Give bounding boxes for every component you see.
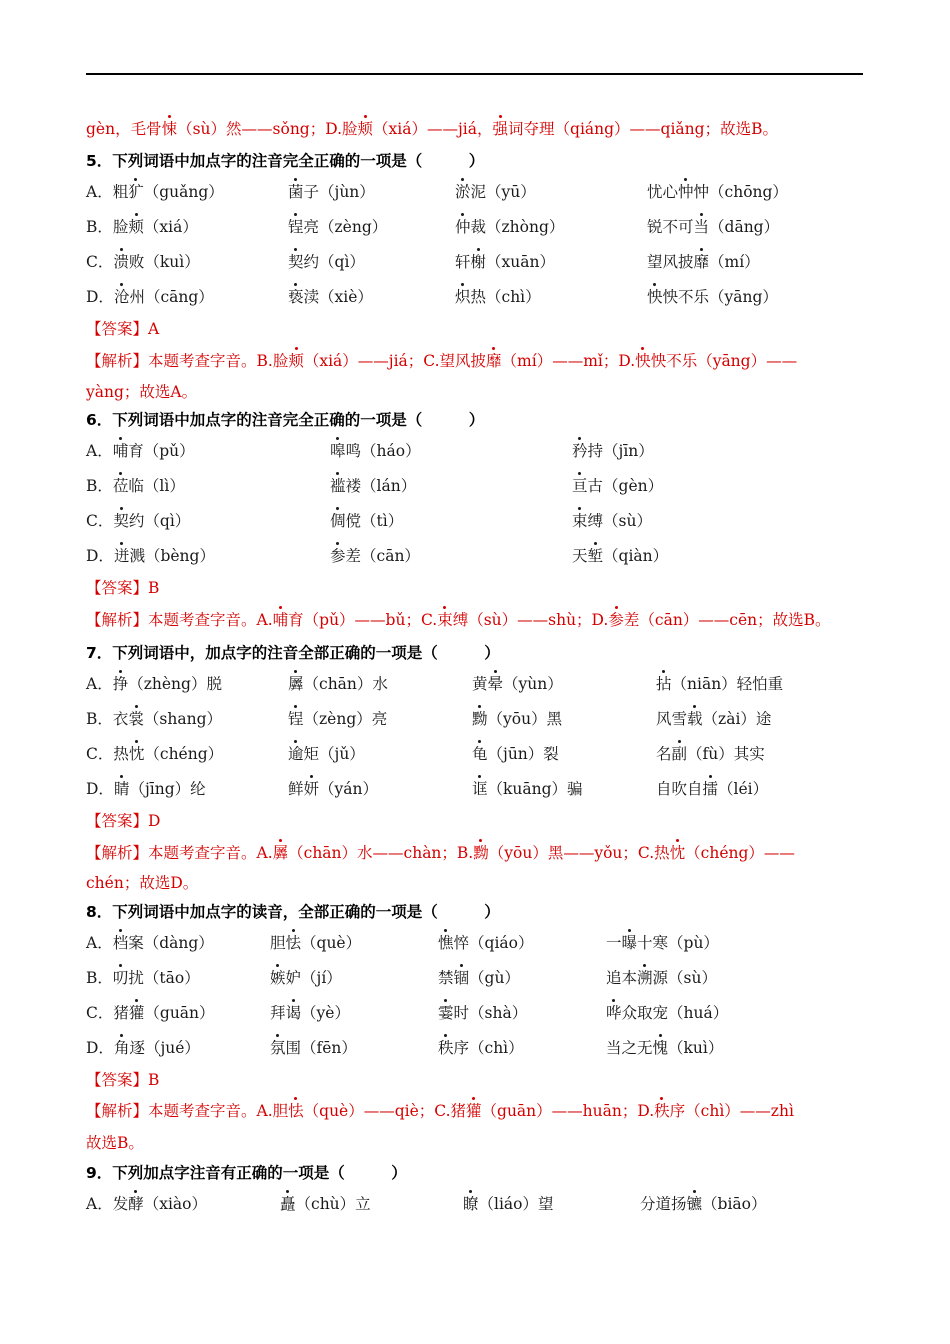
text-segment: 渎（xiè） xyxy=(303,288,373,306)
text-segment: （chéng）—— xyxy=(685,844,795,862)
option-word xyxy=(463,1193,554,1215)
emphasized-char: 迸 xyxy=(113,547,130,565)
option-word xyxy=(647,251,760,273)
option-word xyxy=(472,778,583,800)
option-word xyxy=(472,673,563,695)
emphasized-char: 榭 xyxy=(470,253,487,271)
option-word xyxy=(656,778,768,800)
emphasized-char: 犷 xyxy=(128,183,144,201)
text-segment: 轩 xyxy=(455,253,471,271)
text-segment: 案（dàng） xyxy=(128,934,214,952)
text-segment: gèn，毛骨 xyxy=(86,120,162,138)
text-segment: 【解析】本题考查字音。A. xyxy=(86,844,273,862)
option-word xyxy=(606,1037,723,1059)
text-segment: 天 xyxy=(572,547,588,565)
text-segment: 临（lì） xyxy=(128,477,185,495)
option-word xyxy=(330,475,416,497)
emphasized-char: 颊 xyxy=(357,120,374,138)
emphasized-char: 堑 xyxy=(587,547,604,565)
text-segment: 古（gèn） xyxy=(587,477,664,495)
text-segment: 【解析】本题考查字音。A. xyxy=(86,611,273,629)
text-segment: 持（jīn） xyxy=(587,442,654,460)
text-segment: 褛（lán） xyxy=(345,477,417,495)
emphasized-char: 淤 xyxy=(455,183,471,201)
text-segment: 育（pǔ）——bǔ；C. xyxy=(288,611,438,629)
text-segment: （xiào） xyxy=(143,1195,207,1213)
emphasized-char: 獾 xyxy=(128,1004,145,1022)
emphasized-char: 哗 xyxy=(606,1004,622,1022)
text-segment: D． xyxy=(86,547,114,565)
continued-explanation xyxy=(86,118,778,140)
text-segment: 子（jùn） xyxy=(303,183,375,201)
option-item-label xyxy=(86,743,223,765)
text-segment: B．衣 xyxy=(86,710,129,728)
emphasized-char: 拈 xyxy=(656,675,672,693)
text-segment: 忡（chōng） xyxy=(693,183,788,201)
emphasized-char: 菌 xyxy=(288,183,304,201)
text-segment: 锐不可 xyxy=(647,218,694,236)
emphasized-char: 羼 xyxy=(288,675,304,693)
text-segment: 逐（jué） xyxy=(129,1039,200,1057)
text-segment: 众取宠（huá） xyxy=(621,1004,729,1022)
emphasized-char: 莅 xyxy=(112,477,129,495)
explanation-line xyxy=(86,609,831,631)
answer-line: 【答案】B xyxy=(86,579,160,597)
text-segment: 州（cāng） xyxy=(129,288,214,306)
text-segment: （chù）立 xyxy=(295,1195,371,1213)
emphasized-char: 擂 xyxy=(702,780,719,798)
emphasized-char: 载 xyxy=(687,710,703,728)
option-item-label xyxy=(86,545,215,567)
option-word xyxy=(288,673,388,695)
option-item-label xyxy=(86,181,224,203)
text-segment: 亮（zèng） xyxy=(303,218,388,236)
text-segment: 胆 xyxy=(270,934,286,952)
emphasized-char: 颊 xyxy=(288,352,304,370)
explanation-line xyxy=(86,350,797,372)
text-segment: （zài）途 xyxy=(702,710,772,728)
text-segment: 风雪 xyxy=(656,710,688,728)
text-segment: 一 xyxy=(606,934,622,952)
text-segment: chén；故选D。 xyxy=(86,874,199,892)
emphasized-char: 羼 xyxy=(272,844,289,862)
emphasized-char: 憔 xyxy=(438,934,454,952)
text-segment: （qiàn） xyxy=(603,547,669,565)
emphasized-char: 裳 xyxy=(128,710,144,728)
emphasized-char: 镳 xyxy=(686,1195,703,1213)
emphasized-char: 氛 xyxy=(270,1039,286,1057)
option-word xyxy=(606,1002,728,1024)
text-segment: （guān）——huān；D. xyxy=(481,1102,655,1120)
option-item-label xyxy=(86,1193,207,1215)
text-segment: （kuì） xyxy=(668,1039,724,1057)
emphasized-char: 忡 xyxy=(678,183,694,201)
option-word xyxy=(270,1037,357,1059)
question-stem: 6．下列词语中加点字的注音完全正确的一项是（ ） xyxy=(86,411,485,429)
text-segment: （léi） xyxy=(718,780,769,798)
emphasized-char: 锃 xyxy=(288,218,304,236)
emphasized-char: 契 xyxy=(288,253,304,271)
text-segment: （xuān） xyxy=(486,253,555,271)
text-segment: 怏不乐（yāng） xyxy=(662,288,778,306)
emphasized-char: 溃 xyxy=(113,253,129,271)
emphasized-char: 叨 xyxy=(112,969,129,987)
text-segment: 自吹自 xyxy=(656,780,703,798)
question-stem: 9．下列加点字注音有正确的一项是（ ） xyxy=(86,1164,407,1182)
option-word xyxy=(288,708,387,730)
option-word xyxy=(330,545,420,567)
text-segment: （xiá） xyxy=(143,218,198,236)
text-segment: （sù）然——sǒng；D.脸 xyxy=(177,120,358,138)
emphasized-char: 哺 xyxy=(272,611,289,629)
answer-line: 【答案】A xyxy=(86,320,160,338)
text-segment: （jūn）裂 xyxy=(487,745,559,763)
option-word xyxy=(288,181,375,203)
option-word xyxy=(455,286,541,308)
text-segment: D． xyxy=(86,1039,114,1057)
emphasized-char: 挣 xyxy=(112,675,129,693)
emphasized-char: 矜 xyxy=(572,442,588,460)
text-segment: 追本 xyxy=(606,969,638,987)
text-segment: A． xyxy=(86,934,113,952)
emphasized-char: 嗥 xyxy=(330,442,346,460)
text-segment: 缚（sù）——shù；D. xyxy=(452,611,609,629)
text-segment: （biāo） xyxy=(702,1195,767,1213)
text-segment: （niān）轻怕重 xyxy=(671,675,784,693)
option-word xyxy=(472,708,562,730)
text-segment: B． xyxy=(86,477,113,495)
text-segment: （dāng） xyxy=(709,218,780,236)
text-segment: yàng；故选A。 xyxy=(86,383,198,401)
emphasized-char: 束 xyxy=(437,611,453,629)
explanation-line xyxy=(86,842,795,864)
text-segment: 约（qì） xyxy=(303,253,365,271)
option-item-label xyxy=(86,440,195,462)
emphasized-char: 当 xyxy=(693,218,710,236)
text-segment: 差（cān）——cēn；故选B。 xyxy=(623,611,831,629)
option-word xyxy=(288,216,387,238)
emphasized-char: 忱 xyxy=(128,745,145,763)
text-segment: （mí） xyxy=(709,253,760,271)
text-segment: 序（chì） xyxy=(453,1039,524,1057)
text-segment: A． xyxy=(86,442,113,460)
option-word xyxy=(647,216,779,238)
emphasized-char: 忱 xyxy=(669,844,686,862)
emphasized-char: 强 xyxy=(492,120,509,138)
emphasized-char: 黝 xyxy=(473,844,489,862)
option-item-label xyxy=(86,673,222,695)
emphasized-char: 獾 xyxy=(466,1102,482,1120)
option-word xyxy=(455,251,555,273)
text-segment: B． xyxy=(86,969,113,987)
answer-line: 【答案】D xyxy=(86,812,161,830)
text-segment: （chān）水 xyxy=(303,675,388,693)
emphasized-char: 倜 xyxy=(330,512,346,530)
text-segment: 源（sù） xyxy=(652,969,717,987)
option-word xyxy=(330,510,403,532)
option-word xyxy=(572,545,668,567)
option-item-label xyxy=(86,510,190,532)
option-word xyxy=(656,743,765,765)
text-segment: 当之无 xyxy=(606,1039,653,1057)
text-segment: （chān）水——chàn；B. xyxy=(288,844,474,862)
text-segment: （liáo）望 xyxy=(478,1195,554,1213)
text-segment: （xiá）——jiá；C.望风披 xyxy=(303,352,487,370)
option-word xyxy=(438,932,533,954)
header-rule xyxy=(86,73,863,75)
text-segment: （yán） xyxy=(319,780,379,798)
option-item-label xyxy=(86,708,222,730)
answer-line: 【答案】B xyxy=(86,1071,160,1089)
text-segment: 育（pǔ） xyxy=(128,442,195,460)
option-word xyxy=(606,932,719,954)
text-segment: （guān） xyxy=(144,1004,215,1022)
text-segment: 差（cān） xyxy=(345,547,420,565)
emphasized-char: 参 xyxy=(330,547,346,565)
text-segment: B．脸 xyxy=(86,218,129,236)
text-segment: （xiá）——jiá， xyxy=(373,120,493,138)
emphasized-char: 曝 xyxy=(621,934,638,952)
text-segment: 悴（qiáo） xyxy=(453,934,534,952)
text-segment: 【解析】本题考查字音。B.脸 xyxy=(86,352,289,370)
option-word xyxy=(280,1193,371,1215)
option-word xyxy=(656,673,783,695)
text-segment: （yùn） xyxy=(503,675,563,693)
option-word xyxy=(572,475,663,497)
text-segment: 矩（jǔ） xyxy=(303,745,365,763)
text-segment: 禁 xyxy=(438,969,454,987)
emphasized-char: 仲 xyxy=(455,218,471,236)
text-segment: 缚（sù） xyxy=(587,512,652,530)
option-item-label xyxy=(86,1002,215,1024)
text-segment: 溅（bèng） xyxy=(129,547,215,565)
text-segment: A．发 xyxy=(86,1195,129,1213)
text-segment: 鲜 xyxy=(288,780,304,798)
emphasized-char: 档 xyxy=(112,934,129,952)
option-word xyxy=(270,967,342,989)
emphasized-char: 怏 xyxy=(647,288,663,306)
text-segment: （shang） xyxy=(143,710,222,728)
emphasized-char: 靡 xyxy=(486,352,502,370)
emphasized-char: 矗 xyxy=(280,1195,296,1213)
emphasized-char: 靡 xyxy=(693,253,710,271)
emphasized-char: 亵 xyxy=(288,288,304,306)
emphasized-char: 怯 xyxy=(288,1102,304,1120)
emphasized-char: 亘 xyxy=(572,477,588,495)
text-segment: （guǎng） xyxy=(143,183,224,201)
option-word xyxy=(656,708,771,730)
emphasized-char: 角 xyxy=(113,1039,130,1057)
option-word xyxy=(647,286,778,308)
emphasized-char: 褴 xyxy=(330,477,346,495)
option-word xyxy=(288,251,365,273)
explanation-line xyxy=(86,872,198,894)
text-segment: 十寒（pù） xyxy=(637,934,719,952)
text-segment: 约（qì） xyxy=(128,512,191,530)
text-segment: C． xyxy=(86,512,114,530)
text-segment: 围（fēn） xyxy=(285,1039,357,1057)
emphasized-char: 怏 xyxy=(635,352,651,370)
option-word xyxy=(455,216,564,238)
text-segment: 傥（tì） xyxy=(345,512,404,530)
text-segment: （zhèng）脱 xyxy=(128,675,222,693)
explanation-line xyxy=(86,381,197,403)
text-segment: 裁（zhòng） xyxy=(470,218,565,236)
emphasized-char: 颊 xyxy=(128,218,144,236)
option-word xyxy=(270,932,361,954)
text-segment: （què） xyxy=(301,934,362,952)
option-word xyxy=(647,181,788,203)
option-word xyxy=(330,440,421,462)
emphasized-char: 愧 xyxy=(652,1039,669,1057)
text-segment: （mí）——mǐ；D. xyxy=(501,352,636,370)
emphasized-char: 龟 xyxy=(472,745,488,763)
option-word xyxy=(438,1002,527,1024)
text-segment: 故选B。 xyxy=(86,1134,144,1152)
text-segment: 序（chì）——zhì xyxy=(669,1102,794,1120)
text-segment: 拜 xyxy=(270,1004,286,1022)
emphasized-char: 怯 xyxy=(285,934,302,952)
emphasized-char: 秩 xyxy=(654,1102,670,1120)
text-segment: 扰（tāo） xyxy=(128,969,200,987)
emphasized-char: 逾 xyxy=(288,745,304,763)
option-word xyxy=(640,1193,766,1215)
option-word xyxy=(288,778,378,800)
explanation-line xyxy=(86,1100,794,1122)
text-segment: （què）——qiè；C.猪 xyxy=(303,1102,467,1120)
text-segment: A．粗 xyxy=(86,183,129,201)
emphasized-char: 哺 xyxy=(112,442,129,460)
text-segment: 鸣（háo） xyxy=(345,442,421,460)
option-word xyxy=(472,743,559,765)
emphasized-char: 秩 xyxy=(438,1039,454,1057)
emphasized-char: 谒 xyxy=(285,1004,302,1022)
option-item-label xyxy=(86,967,200,989)
option-item-label xyxy=(86,778,206,800)
question-stem: 5．下列词语中加点字的注音完全正确的一项是（ ） xyxy=(86,152,485,170)
text-segment: 黄 xyxy=(472,675,488,693)
text-segment: 名 xyxy=(656,745,672,763)
text-segment: D． xyxy=(86,288,114,306)
text-segment: （chéng） xyxy=(144,745,224,763)
question-stem: 8．下列词语中加点字的读音，全部正确的一项是（ ） xyxy=(86,903,500,921)
option-item-label xyxy=(86,475,185,497)
text-segment: （yōu）黑——yǒu；C.热 xyxy=(488,844,670,862)
text-segment: 分道扬 xyxy=(640,1195,687,1213)
emphasized-char: 霎 xyxy=(438,1004,454,1022)
emphasized-char: 晕 xyxy=(487,675,504,693)
text-segment: 妒（jí） xyxy=(285,969,342,987)
text-segment: 忧心 xyxy=(647,183,679,201)
option-word xyxy=(455,181,536,203)
text-segment: （jīng）纶 xyxy=(129,780,206,798)
emphasized-char: 锃 xyxy=(288,710,304,728)
option-item-label xyxy=(86,251,200,273)
text-segment: 败（kuì） xyxy=(128,253,200,271)
text-segment: C． xyxy=(86,253,114,271)
emphasized-char: 悚 xyxy=(161,120,178,138)
emphasized-char: 瞭 xyxy=(463,1195,479,1213)
emphasized-char: 嫉 xyxy=(270,969,286,987)
option-item-label xyxy=(86,286,214,308)
text-segment: 热（chì） xyxy=(470,288,541,306)
emphasized-char: 束 xyxy=(572,512,588,530)
emphasized-char: 妍 xyxy=(303,780,320,798)
text-segment: 时（shà） xyxy=(453,1004,528,1022)
explanation-line xyxy=(86,1132,144,1154)
emphasized-char: 契 xyxy=(113,512,129,530)
text-segment: （gù） xyxy=(469,969,520,987)
option-item-label xyxy=(86,932,214,954)
option-word xyxy=(288,743,365,765)
emphasized-char: 溯 xyxy=(637,969,653,987)
text-segment: 词夺理（qiáng）——qiǎng；故选B。 xyxy=(508,120,778,138)
emphasized-char: 参 xyxy=(608,611,624,629)
text-segment: 泥（yū） xyxy=(470,183,536,201)
option-word xyxy=(572,510,652,532)
emphasized-char: 锢 xyxy=(453,969,470,987)
emphasized-char: 睛 xyxy=(113,780,130,798)
text-segment: C．猪 xyxy=(86,1004,129,1022)
text-segment: （zèng）亮 xyxy=(303,710,388,728)
emphasized-char: 副 xyxy=(671,745,688,763)
text-segment: （fù）其实 xyxy=(687,745,765,763)
emphasized-char: 炽 xyxy=(455,288,471,306)
text-segment: 【解析】本题考查字音。A.胆 xyxy=(86,1102,289,1120)
question-stem: 7．下列词语中，加点字的注音全部正确的一项是（ ） xyxy=(86,644,500,662)
option-word xyxy=(606,967,717,989)
option-word xyxy=(288,286,373,308)
text-segment: （yè） xyxy=(301,1004,350,1022)
emphasized-char: 酵 xyxy=(128,1195,144,1213)
emphasized-char: 黝 xyxy=(472,710,488,728)
text-segment: C．热 xyxy=(86,745,129,763)
text-segment: （kuāng）骗 xyxy=(487,780,583,798)
option-item-label xyxy=(86,216,198,238)
text-segment: （yōu）黑 xyxy=(487,710,563,728)
option-word xyxy=(438,967,520,989)
text-segment: 怏不乐（yāng）—— xyxy=(650,352,798,370)
emphasized-char: 诓 xyxy=(472,780,488,798)
option-word xyxy=(438,1037,524,1059)
text-segment: A． xyxy=(86,675,113,693)
text-segment: 望风披 xyxy=(647,253,694,271)
emphasized-char: 沧 xyxy=(113,288,130,306)
option-item-label xyxy=(86,1037,200,1059)
option-word xyxy=(270,1002,350,1024)
text-segment: D． xyxy=(86,780,114,798)
option-word xyxy=(572,440,654,462)
